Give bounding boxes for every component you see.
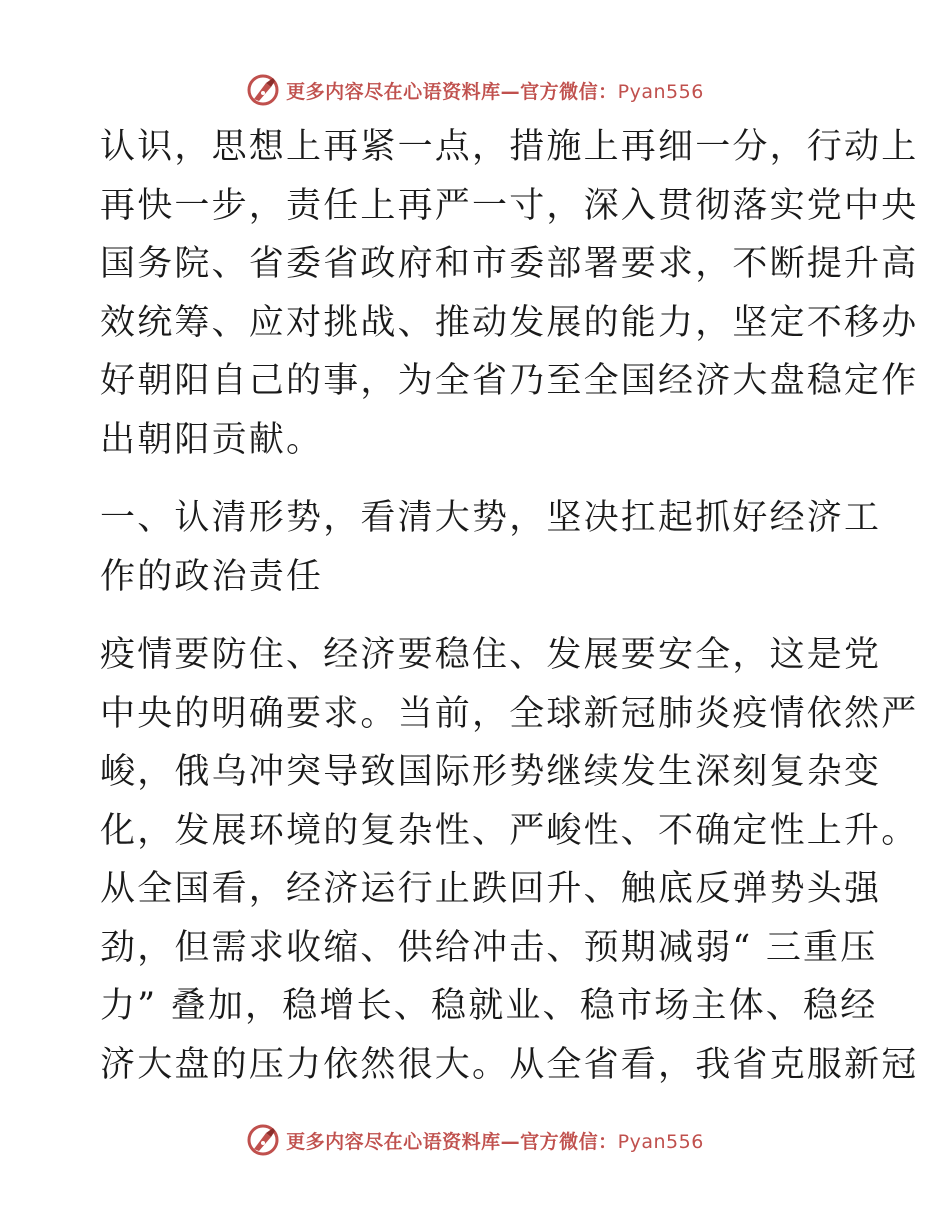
text-line: 济大盘的压力依然很大。从全省看，我省克服新冠 <box>100 1044 919 1085</box>
text-line: 国务院、省委省政府和市委部署要求，不断提升高 <box>100 244 919 284</box>
text-line: 出朝阳贡献。 <box>100 419 324 460</box>
header-banner-text <box>286 77 704 104</box>
section-heading-1 <box>100 489 882 606</box>
footer-banner-text <box>286 1127 704 1154</box>
heading-line: 一、认清形势，看清大势，坚决扛起抓好经济工 <box>100 498 882 538</box>
text-line: 中央的明确要求。当前，全球新冠肺炎疫情依然严 <box>100 693 919 734</box>
text-line: 力” 叠加，稳增长、稳就业、稳市场主体、稳经 <box>100 986 878 1026</box>
heading-line: 作的政治责任 <box>100 556 324 597</box>
footer-banner <box>0 1120 950 1160</box>
header-banner-wechat-id: Pyan556 <box>617 80 704 103</box>
text-line: 再快一步，责任上再严一寸，深入贯彻落实党中央 <box>100 185 919 226</box>
document-body <box>100 118 919 1094</box>
text-line: 化，发展环境的复杂性、严峻性、不确定性上升。 <box>100 810 919 851</box>
text-line: 好朝阳自己的事，为全省乃至全国经济大盘稳定作 <box>100 361 919 401</box>
text-line: 认识，思想上再紧一点，措施上再细一分，行动上 <box>100 127 919 167</box>
text-line: 疫情要防住、经济要稳住、发展要安全，这是党 <box>100 635 882 675</box>
paragraph-2 <box>100 626 919 1094</box>
text-line: 从全国看，经济运行止跌回升、触底反弹势头强 <box>100 869 882 909</box>
text-line: 劲，但需求收缩、供给冲击、预期减弱“ 三重压 <box>100 927 878 968</box>
header-banner-label: 更多内容尽在心语资料库—官方微信： <box>286 80 618 103</box>
text-line: 峻，俄乌冲突导致国际形势继续发生深刻复杂变 <box>100 752 882 792</box>
text-line: 效统筹、应对挑战、推动发展的能力，坚定不移办 <box>100 302 919 343</box>
pen-nib-logo-icon <box>246 1123 280 1157</box>
footer-banner-wechat-id: Pyan556 <box>617 1130 704 1153</box>
header-banner <box>0 70 950 110</box>
paragraph-1 <box>100 118 919 469</box>
footer-banner-label: 更多内容尽在心语资料库—官方微信： <box>286 1130 618 1153</box>
pen-nib-logo-icon <box>246 73 280 107</box>
